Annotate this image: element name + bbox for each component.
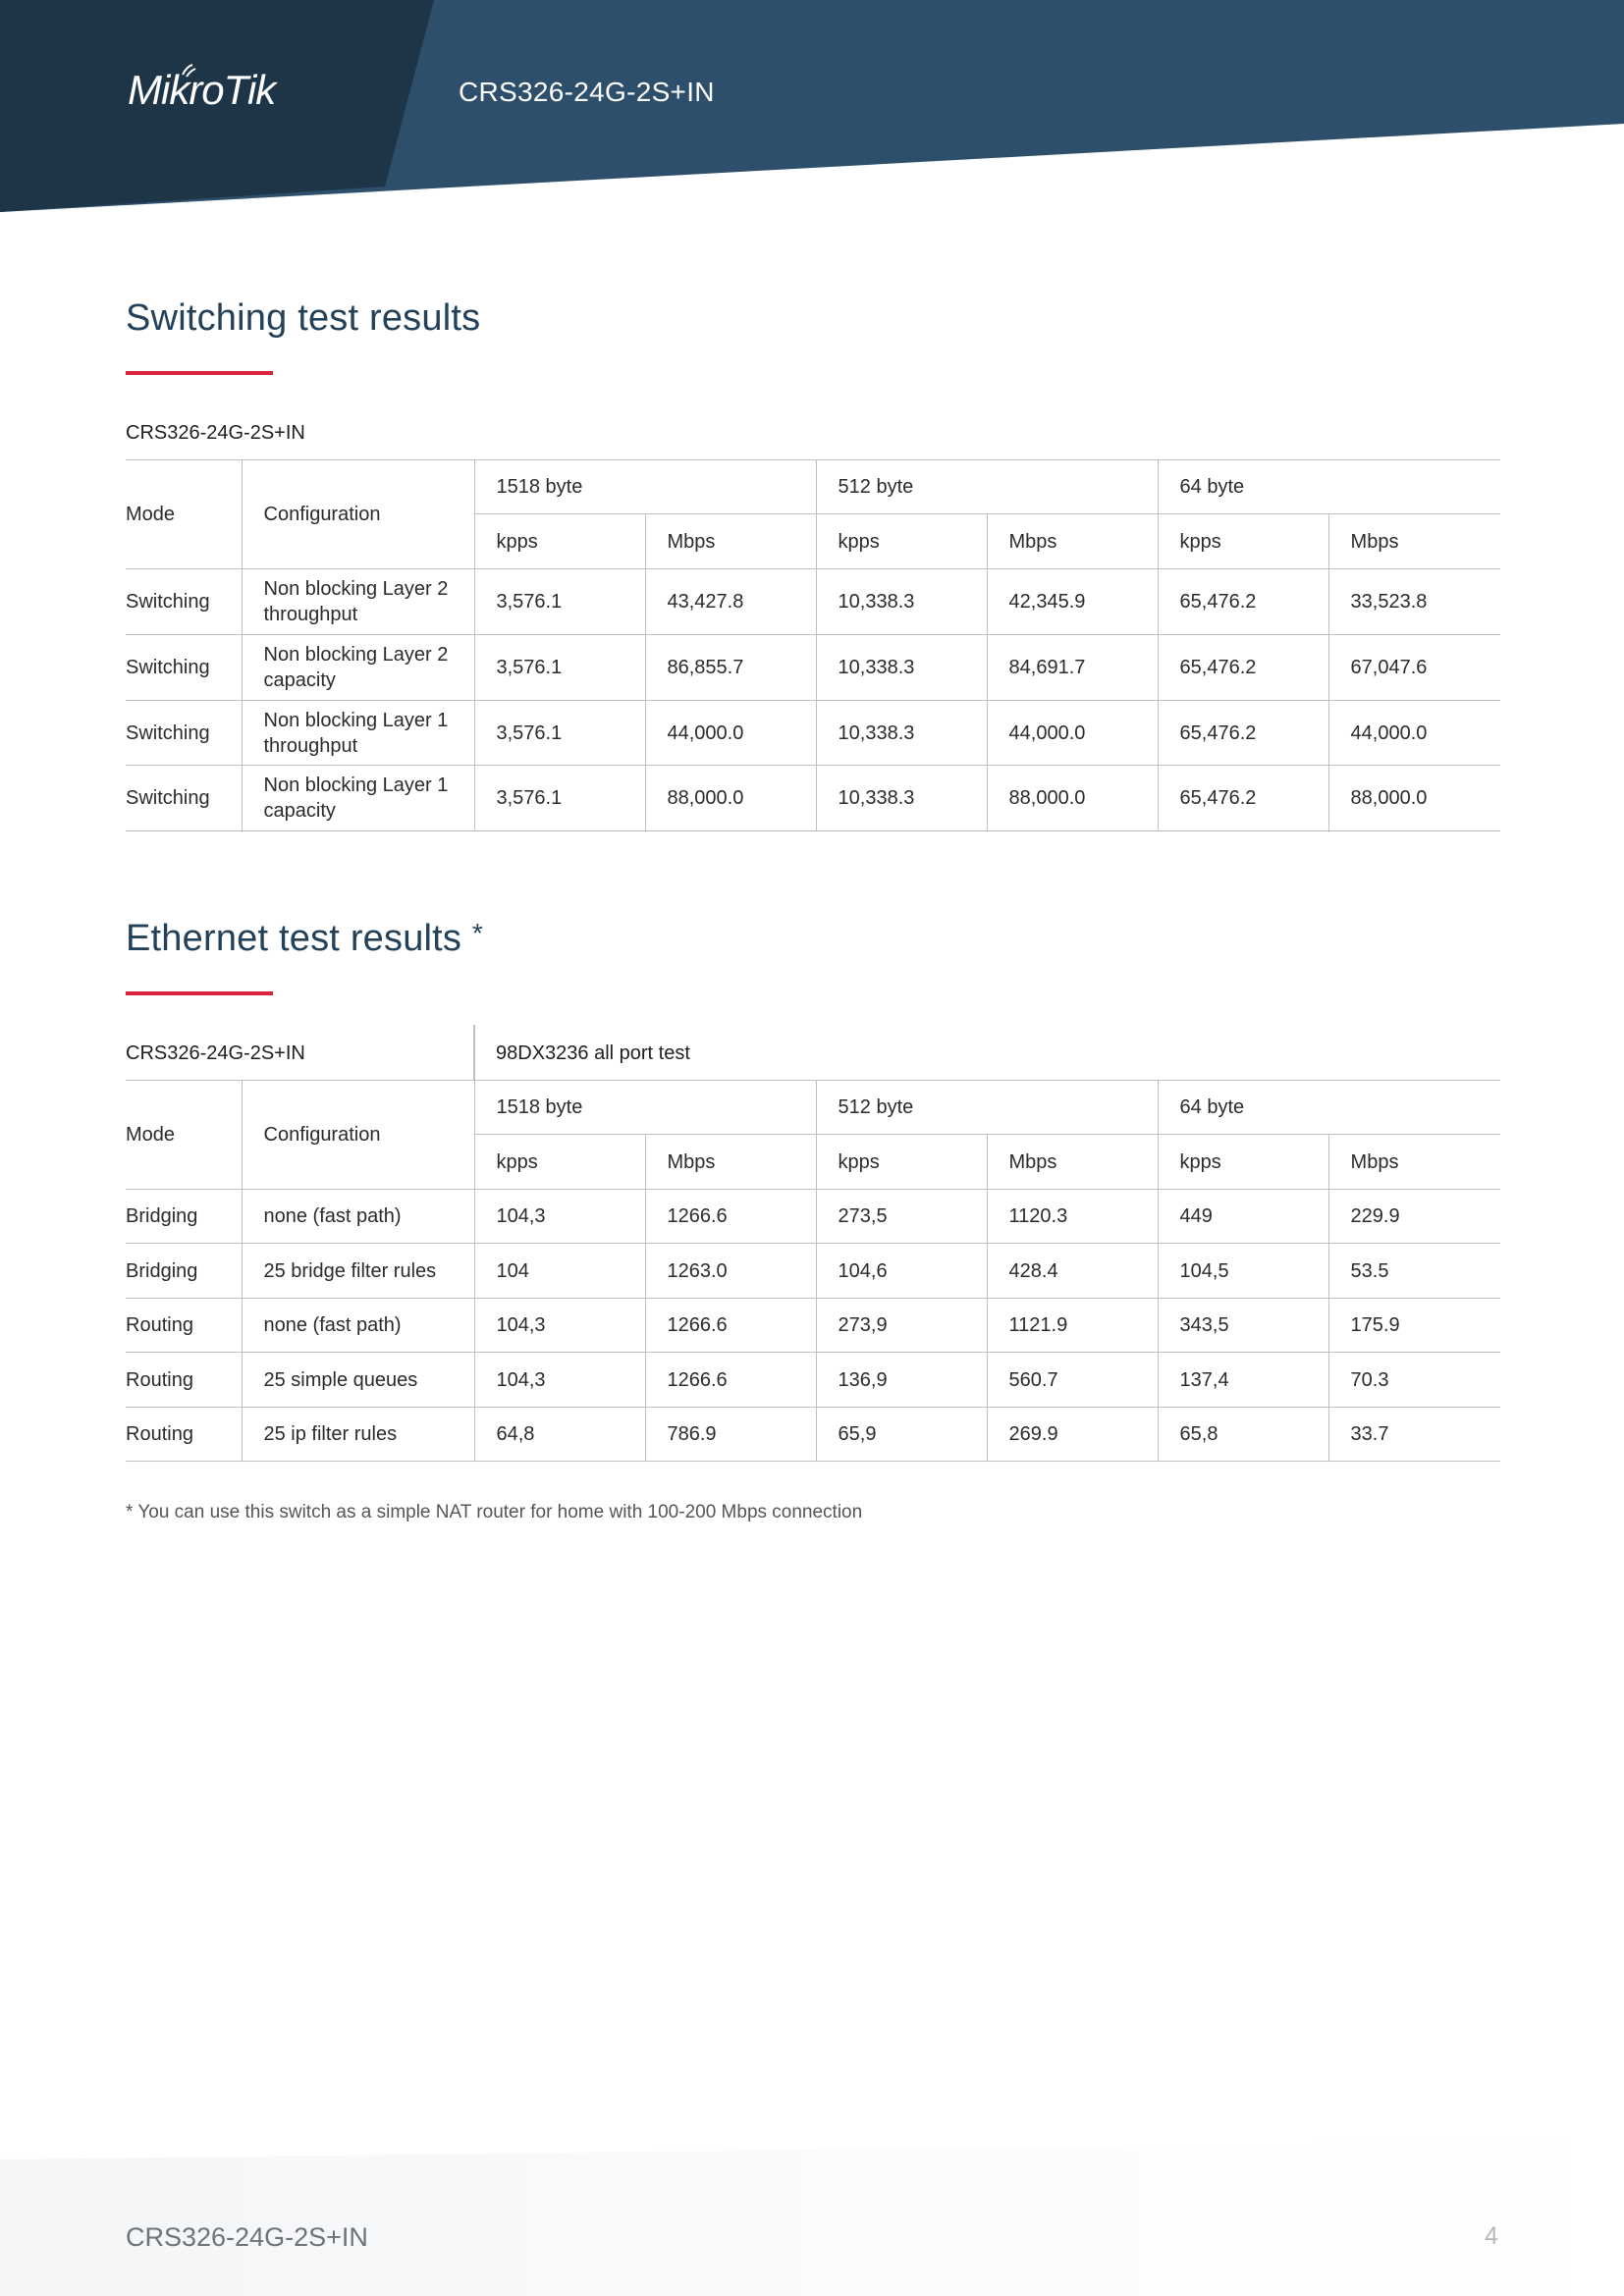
cell-value: 10,338.3 <box>816 766 987 831</box>
cell-value: 44,000.0 <box>987 701 1158 766</box>
cell-value: 88,000.0 <box>987 766 1158 831</box>
switching-title: Switching test results <box>126 297 481 339</box>
header-unit: Mbps <box>987 1135 1158 1190</box>
header-group: 512 byte <box>816 460 1158 514</box>
cell-value: 44,000.0 <box>1328 701 1500 766</box>
cell-value: 1266.6 <box>645 1190 816 1244</box>
header-unit: Mbps <box>645 514 816 569</box>
cell-value: 175.9 <box>1328 1299 1500 1353</box>
header-unit: kpps <box>1158 1135 1328 1190</box>
ethernet-table <box>126 1080 1500 1462</box>
cell-value: 10,338.3 <box>816 701 987 766</box>
ethernet-caption: CRS326-24G-2S+IN <box>126 1042 305 1064</box>
cell-value: 70.3 <box>1328 1353 1500 1408</box>
cell-value: 104 <box>474 1244 645 1299</box>
header-mode: Mode <box>126 460 242 569</box>
footnote: * You can use this switch as a simple NAT router for home with 100-200 Mbps connection <box>126 1502 863 1522</box>
header-group: 1518 byte <box>474 1081 816 1135</box>
cell-value: 3,576.1 <box>474 701 645 766</box>
header-unit: Mbps <box>645 1135 816 1190</box>
cell-value: 273,9 <box>816 1299 987 1353</box>
cell-value: 786.9 <box>645 1408 816 1462</box>
cell-value: 65,476.2 <box>1158 569 1328 635</box>
cell-value: 104,3 <box>474 1353 645 1408</box>
header-unit: Mbps <box>1328 514 1500 569</box>
cell-value: 65,476.2 <box>1158 766 1328 831</box>
ethernet-title <box>126 918 483 960</box>
cell-mode: Routing <box>126 1408 242 1462</box>
cell-value: 104,3 <box>474 1299 645 1353</box>
header-configuration: Configuration <box>242 1081 474 1190</box>
cell-value: 65,8 <box>1158 1408 1328 1462</box>
cell-value: 10,338.3 <box>816 569 987 635</box>
cell-value: 88,000.0 <box>645 766 816 831</box>
cell-value: 53.5 <box>1328 1244 1500 1299</box>
cell-value: 65,476.2 <box>1158 701 1328 766</box>
cell-configuration: 25 bridge filter rules <box>242 1244 474 1299</box>
cell-value: 560.7 <box>987 1353 1158 1408</box>
cell-value: 1263.0 <box>645 1244 816 1299</box>
cell-mode: Routing <box>126 1299 242 1353</box>
cell-value: 33.7 <box>1328 1408 1500 1462</box>
cell-value: 43,427.8 <box>645 569 816 635</box>
cell-value: 65,476.2 <box>1158 635 1328 701</box>
cell-value: 449 <box>1158 1190 1328 1244</box>
switching-caption: CRS326-24G-2S+IN <box>126 422 305 444</box>
page-number: 4 <box>1485 2222 1498 2250</box>
ethernet-title-text: Ethernet test results <box>126 918 462 959</box>
table-row <box>126 1190 1500 1244</box>
cell-configuration: Non blocking Layer 2 capacity <box>242 635 474 701</box>
cell-value: 67,047.6 <box>1328 635 1500 701</box>
mikrotik-logo <box>128 61 314 114</box>
header-unit: kpps <box>816 1135 987 1190</box>
cell-value: 3,576.1 <box>474 766 645 831</box>
cell-configuration: Non blocking Layer 1 capacity <box>242 766 474 831</box>
cell-value: 88,000.0 <box>1328 766 1500 831</box>
table-row <box>126 1299 1500 1353</box>
cell-configuration: Non blocking Layer 1 throughput <box>242 701 474 766</box>
table-row <box>126 635 1500 701</box>
switching-table <box>126 459 1500 831</box>
ethernet-title-mark: * <box>471 918 484 948</box>
cell-value: 1121.9 <box>987 1299 1158 1353</box>
cell-value: 3,576.1 <box>474 635 645 701</box>
cell-mode: Bridging <box>126 1190 242 1244</box>
table-row <box>126 701 1500 766</box>
cell-value: 136,9 <box>816 1353 987 1408</box>
cell-configuration: none (fast path) <box>242 1190 474 1244</box>
cell-value: 3,576.1 <box>474 569 645 635</box>
cell-value: 86,855.7 <box>645 635 816 701</box>
cell-value: 1120.3 <box>987 1190 1158 1244</box>
cell-configuration: 25 simple queues <box>242 1353 474 1408</box>
cell-value: 104,3 <box>474 1190 645 1244</box>
cell-value: 10,338.3 <box>816 635 987 701</box>
cell-configuration: none (fast path) <box>242 1299 474 1353</box>
table-row <box>126 1353 1500 1408</box>
cell-mode: Bridging <box>126 1244 242 1299</box>
cell-value: 65,9 <box>816 1408 987 1462</box>
cell-value: 343,5 <box>1158 1299 1328 1353</box>
header-group: 64 byte <box>1158 1081 1500 1135</box>
ethernet-title-rule <box>126 991 273 995</box>
cell-value: 137,4 <box>1158 1353 1328 1408</box>
header-group: 512 byte <box>816 1081 1158 1135</box>
table-row <box>126 766 1500 831</box>
header-configuration: Configuration <box>242 460 474 569</box>
cell-value: 33,523.8 <box>1328 569 1500 635</box>
cell-mode: Routing <box>126 1353 242 1408</box>
header-group: 64 byte <box>1158 460 1500 514</box>
header-unit: Mbps <box>987 514 1158 569</box>
header-unit: kpps <box>1158 514 1328 569</box>
cell-mode: Switching <box>126 569 242 635</box>
ethernet-caption-divider <box>473 1025 475 1080</box>
footer-model: CRS326-24G-2S+IN <box>126 2222 368 2252</box>
header-unit: kpps <box>474 514 645 569</box>
switching-title-rule <box>126 371 273 375</box>
table-row <box>126 569 1500 635</box>
cell-value: 44,000.0 <box>645 701 816 766</box>
header-mode: Mode <box>126 1081 242 1190</box>
cell-value: 104,5 <box>1158 1244 1328 1299</box>
table-row <box>126 1244 1500 1299</box>
cell-mode: Switching <box>126 766 242 831</box>
cell-value: 104,6 <box>816 1244 987 1299</box>
header-unit: kpps <box>474 1135 645 1190</box>
cell-value: 1266.6 <box>645 1299 816 1353</box>
cell-value: 84,691.7 <box>987 635 1158 701</box>
cell-configuration: 25 ip filter rules <box>242 1408 474 1462</box>
header-unit: kpps <box>816 514 987 569</box>
ethernet-test-label: 98DX3236 all port test <box>496 1042 690 1064</box>
cell-value: 229.9 <box>1328 1190 1500 1244</box>
cell-configuration: Non blocking Layer 2 throughput <box>242 569 474 635</box>
header-model: CRS326-24G-2S+IN <box>459 77 715 107</box>
cell-value: 269.9 <box>987 1408 1158 1462</box>
cell-mode: Switching <box>126 701 242 766</box>
footer-band <box>0 2140 1624 2296</box>
svg-text:MikroTik: MikroTik <box>128 67 276 113</box>
cell-mode: Switching <box>126 635 242 701</box>
table-row <box>126 1408 1500 1462</box>
header-unit: Mbps <box>1328 1135 1500 1190</box>
header-group: 1518 byte <box>474 460 816 514</box>
cell-value: 64,8 <box>474 1408 645 1462</box>
cell-value: 1266.6 <box>645 1353 816 1408</box>
cell-value: 273,5 <box>816 1190 987 1244</box>
cell-value: 428.4 <box>987 1244 1158 1299</box>
cell-value: 42,345.9 <box>987 569 1158 635</box>
